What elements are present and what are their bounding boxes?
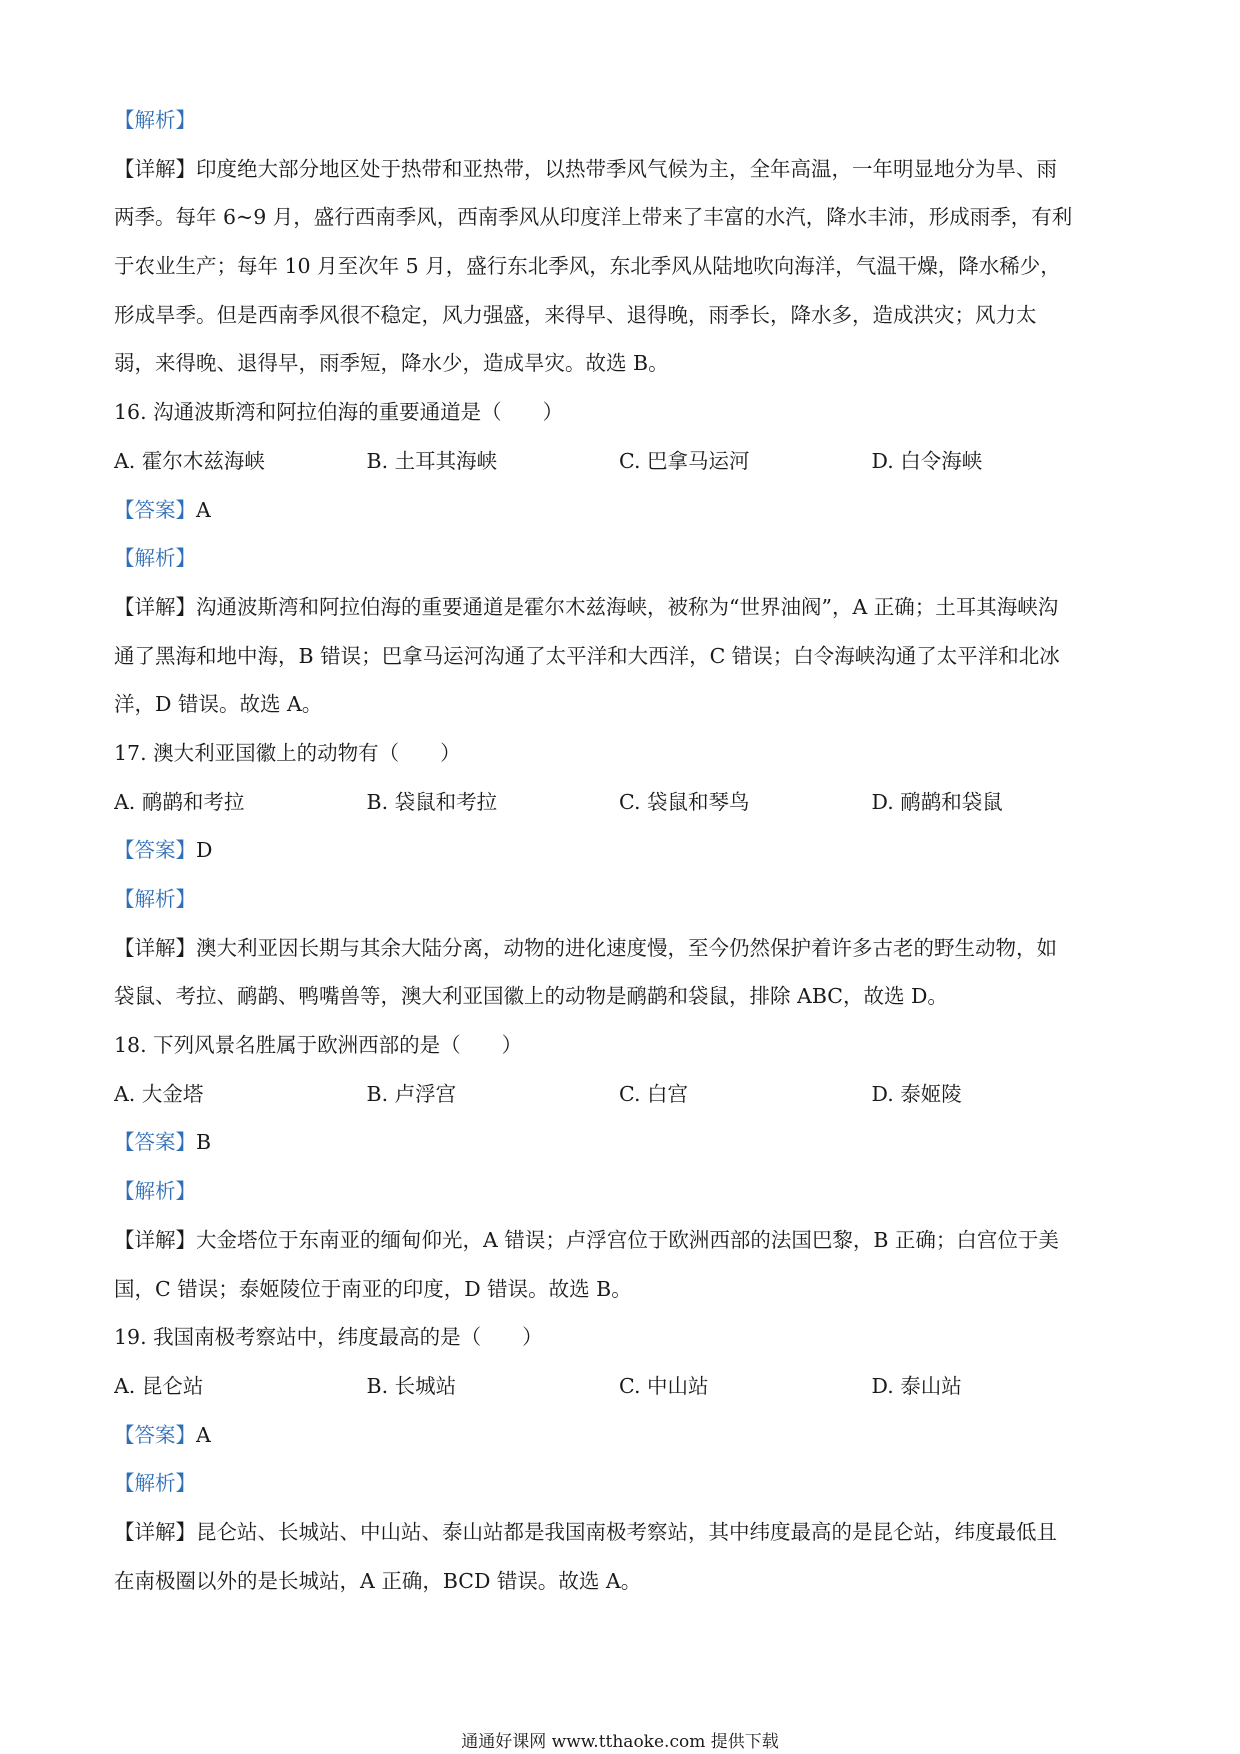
analysis-heading — [114, 1167, 1124, 1216]
option-a: A. 鸸鹋和考拉 — [114, 789, 245, 814]
detail-tag: 【详解】 — [114, 156, 196, 181]
answer-line — [114, 1118, 1124, 1167]
option-c: C. 中山站 — [619, 1373, 709, 1398]
detail-tag: 【详解】 — [114, 1519, 196, 1544]
option-b: B. 卢浮宫 — [366, 1081, 457, 1106]
detail-line — [114, 632, 1124, 681]
question-stem: 16. 沟通波斯湾和阿拉伯海的重要通道是（ ） — [114, 400, 564, 425]
analysis-heading — [114, 875, 1124, 924]
detail-line — [114, 583, 1124, 632]
option-a: A. 大金塔 — [114, 1081, 204, 1106]
detail-line — [114, 924, 1124, 973]
options-row — [114, 778, 1124, 827]
page-footer: 通通好课网 www.tthaoke.com 提供下载 — [461, 1732, 779, 1752]
answer-value: A — [196, 497, 211, 522]
analysis-tag: 【解析】 — [114, 108, 196, 132]
detail-line — [114, 339, 1124, 388]
answer-value: B — [196, 1130, 212, 1155]
question-stem: 18. 下列风景名胜属于欧洲西部的是（ ） — [114, 1033, 523, 1058]
options-row — [114, 437, 1124, 486]
detail-line — [114, 291, 1124, 340]
detail-text: 于农业生产；每年 10 月至次年 5 月，盛行东北季风，东北季风从陆地吹向海洋，气温干燥，降水稀少， — [114, 254, 1061, 279]
option-b: B. 土耳其海峡 — [366, 448, 498, 473]
detail-line — [114, 242, 1124, 291]
question-stem: 19. 我国南极考察站中，纬度最高的是（ ） — [114, 1325, 543, 1350]
detail-line — [114, 972, 1124, 1021]
detail-text: 沟通波斯湾和阿拉伯海的重要通道是霍尔木兹海峡，被称为“世界油阀”，A 正确；土耳其海峡沟 — [196, 594, 1059, 619]
option-d: D. 鸸鹋和袋鼠 — [871, 789, 1003, 814]
detail-text: 弱，来得晚、退得早，雨季短，降水少，造成旱灾。故选 B。 — [114, 351, 669, 376]
detail-line — [114, 1508, 1124, 1557]
analysis-heading — [114, 1459, 1124, 1508]
answer-line — [114, 486, 1124, 535]
option-c: C. 白宫 — [619, 1081, 688, 1106]
answer-line — [114, 826, 1124, 875]
option-d: D. 泰姬陵 — [871, 1081, 962, 1106]
answer-tag: 【答案】 — [114, 1422, 196, 1447]
detail-tag: 【详解】 — [114, 594, 196, 619]
analysis-tag: 【解析】 — [114, 1179, 196, 1204]
question-stem: 17. 澳大利亚国徽上的动物有（ ） — [114, 740, 461, 765]
detail-text: 印度绝大部分地区处于热带和亚热带，以热带季风气候为主，全年高温，一年明显地分为旱、雨 — [196, 156, 1057, 181]
answer-value: D — [196, 838, 213, 863]
option-c: C. 巴拿马运河 — [619, 448, 750, 473]
detail-line — [114, 1557, 1124, 1606]
answer-tag: 【答案】 — [114, 497, 196, 522]
option-a: A. 昆仑站 — [114, 1373, 204, 1398]
option-b: B. 长城站 — [366, 1373, 457, 1398]
detail-text: 大金塔位于东南亚的缅甸仰光，A 错误；卢浮宫位于欧洲西部的法国巴黎，B 正确；白宫位于美 — [196, 1227, 1059, 1252]
answer-tag: 【答案】 — [114, 838, 196, 863]
detail-text: 两季。每年 6~9 月，盛行西南季风，西南季风从印度洋上带来了丰富的水汽，降水丰沛，形成雨季，有利 — [114, 205, 1073, 230]
options-row — [114, 1070, 1124, 1119]
detail-text: 澳大利亚因长期与其余大陆分离，动物的进化速度慢，至今仍然保护着许多古老的野生动物，如 — [196, 935, 1057, 960]
detail-line — [114, 145, 1124, 194]
document-body — [114, 96, 1124, 1605]
option-b: B. 袋鼠和考拉 — [366, 789, 498, 814]
detail-line — [114, 1216, 1124, 1265]
analysis-tag: 【解析】 — [114, 546, 196, 571]
detail-tag: 【详解】 — [114, 935, 196, 960]
detail-text: 袋鼠、考拉、鸸鹋、鸭嘴兽等，澳大利亚国徽上的动物是鸸鹋和袋鼠，排除 ABC，故选 D。 — [114, 984, 948, 1009]
analysis-heading — [114, 534, 1124, 583]
option-d: D. 白令海峡 — [871, 448, 983, 473]
detail-text: 通了黑海和地中海，B 错误；巴拿马运河沟通了太平洋和大西洋，C 错误；白令海峡沟通了太平洋和北冰 — [114, 643, 1060, 668]
analysis-heading — [114, 96, 1124, 145]
detail-text: 在南极圈以外的是长城站，A 正确，BCD 错误。故选 A。 — [114, 1568, 642, 1593]
analysis-tag: 【解析】 — [114, 887, 196, 911]
detail-tag: 【详解】 — [114, 1227, 196, 1252]
option-c: C. 袋鼠和琴鸟 — [619, 789, 750, 814]
detail-text: 国，C 错误；泰姬陵位于南亚的印度，D 错误。故选 B。 — [114, 1276, 632, 1301]
answer-line — [114, 1411, 1124, 1460]
options-row — [114, 1362, 1124, 1411]
option-d: D. 泰山站 — [871, 1373, 962, 1398]
option-a: A. 霍尔木兹海峡 — [114, 448, 265, 473]
detail-line — [114, 193, 1124, 242]
detail-text: 洋，D 错误。故选 A。 — [114, 692, 323, 717]
answer-value: A — [196, 1422, 211, 1447]
analysis-tag: 【解析】 — [114, 1471, 196, 1496]
detail-line — [114, 680, 1124, 729]
answer-tag: 【答案】 — [114, 1130, 196, 1155]
detail-text: 形成旱季。但是西南季风很不稳定，风力强盛，来得早、退得晚，雨季长，降水多，造成洪灾；风力太 — [114, 302, 1037, 327]
detail-line — [114, 1265, 1124, 1314]
detail-text: 昆仑站、长城站、中山站、泰山站都是我国南极考察站，其中纬度最高的是昆仑站，纬度最低且 — [196, 1519, 1057, 1544]
